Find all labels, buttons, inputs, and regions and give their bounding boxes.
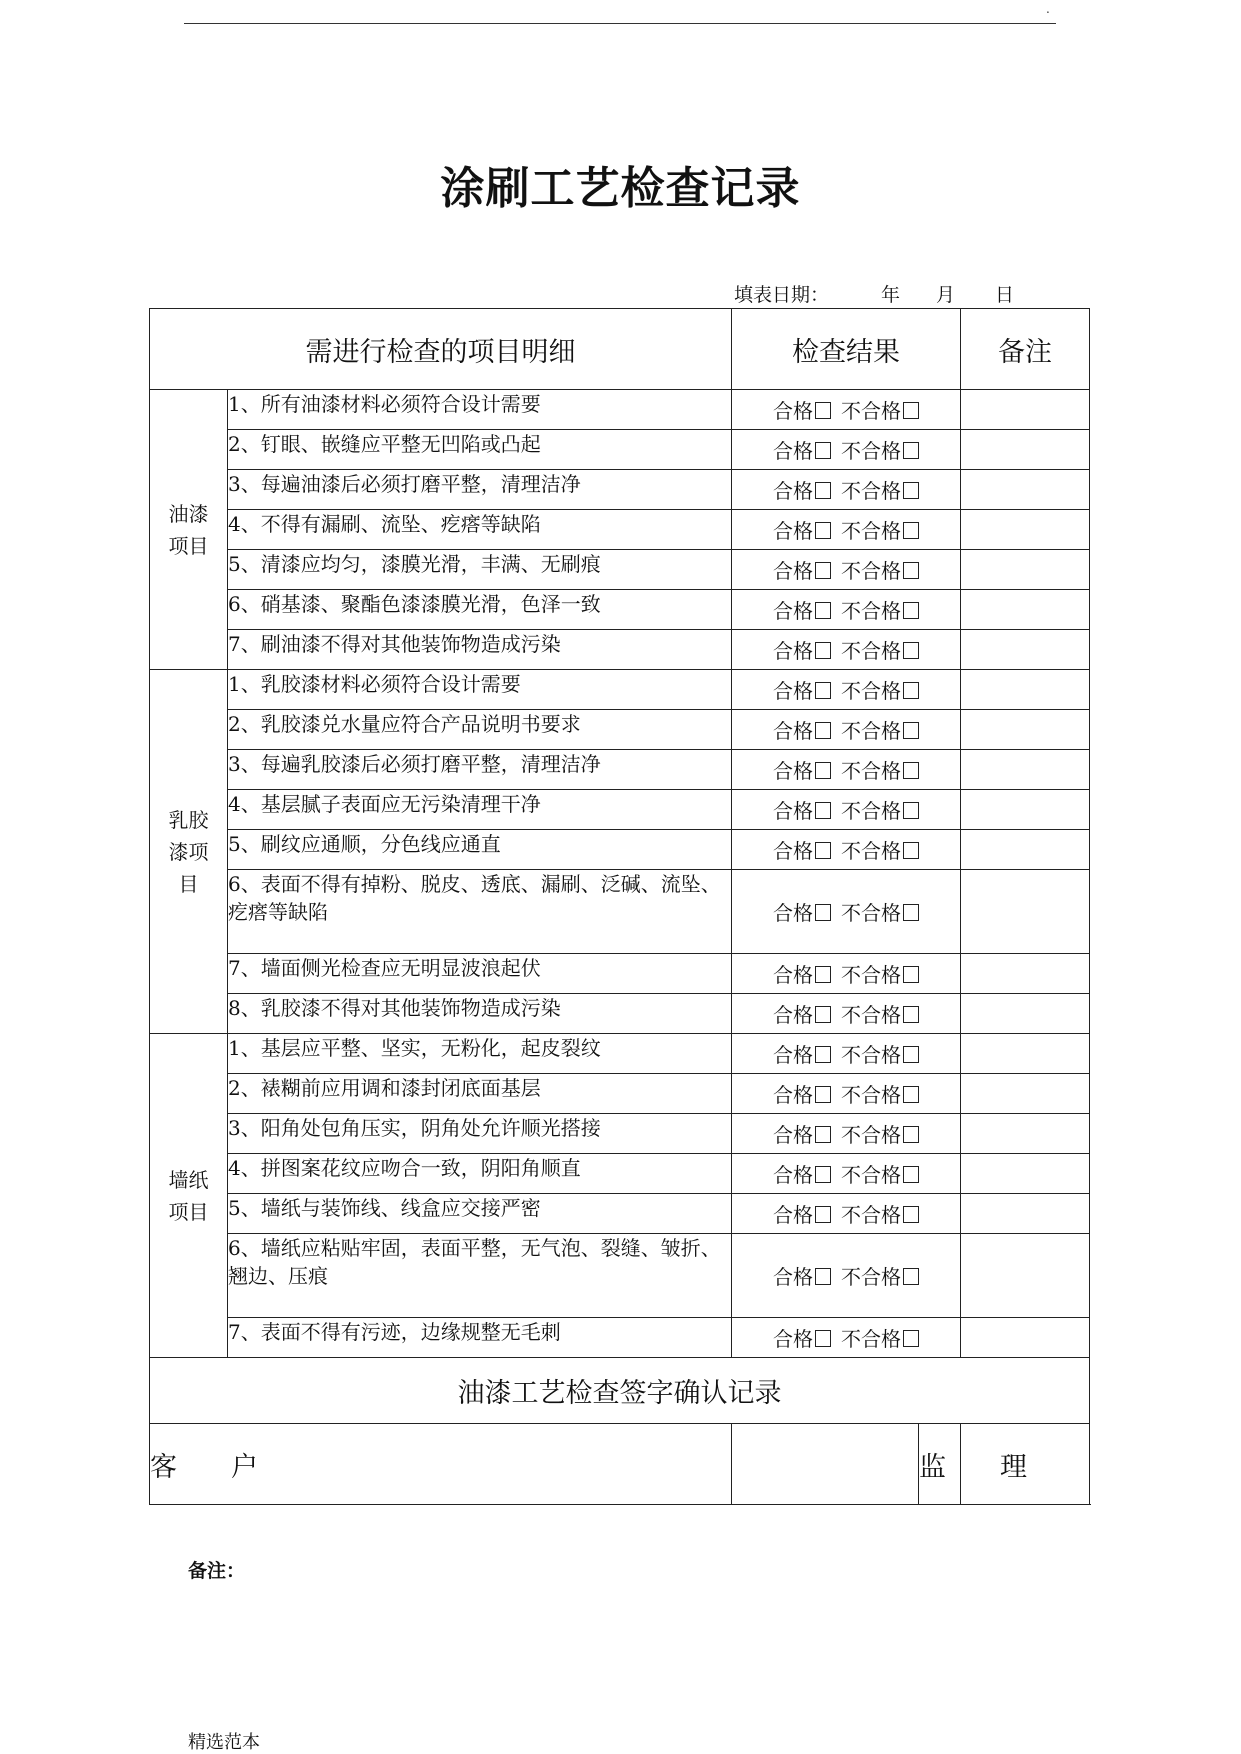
item-text: 6、墙纸应粘贴牢固，表面平整，无气泡、裂缝、皱折、翘边、压痕	[228, 1234, 732, 1318]
pass-label: 合格	[773, 1163, 813, 1187]
signature-title: 油漆工艺检查签字确认记录	[150, 1358, 1090, 1424]
fail-checkbox[interactable]	[903, 1046, 919, 1063]
fail-label: 不合格	[841, 759, 901, 783]
customer-signature-field[interactable]	[732, 1424, 919, 1505]
result-cell	[732, 1074, 961, 1114]
fail-label: 不合格	[841, 1203, 901, 1227]
item-text: 2、乳胶漆兑水量应符合产品说明书要求	[228, 710, 732, 750]
item-text: 1、乳胶漆材料必须符合设计需要	[228, 670, 732, 710]
result-cell	[732, 1318, 961, 1358]
fail-label: 不合格	[841, 901, 901, 925]
inspection-rows	[150, 390, 1090, 1358]
note-cell[interactable]	[961, 1114, 1090, 1154]
result-cell	[732, 830, 961, 870]
note-cell[interactable]	[961, 870, 1090, 954]
note-cell[interactable]	[961, 790, 1090, 830]
pass-label: 合格	[773, 599, 813, 623]
result-cell	[732, 790, 961, 830]
fail-label: 不合格	[841, 1265, 901, 1289]
result-cell	[732, 390, 961, 430]
fail-checkbox[interactable]	[903, 802, 919, 819]
pass-checkbox[interactable]	[815, 522, 831, 539]
header-rule	[184, 23, 1056, 24]
fail-label: 不合格	[841, 839, 901, 863]
table-row	[150, 510, 1090, 550]
fail-label: 不合格	[841, 1123, 901, 1147]
supervisor-label: 监 理	[919, 1424, 961, 1505]
fail-checkbox[interactable]	[903, 602, 919, 619]
fail-label: 不合格	[841, 599, 901, 623]
category-cell: 油漆 项目	[150, 390, 228, 670]
item-text: 4、基层腻子表面应无污染清理干净	[228, 790, 732, 830]
fail-checkbox[interactable]	[903, 1086, 919, 1103]
pass-label: 合格	[773, 1203, 813, 1227]
pass-label: 合格	[773, 719, 813, 743]
result-cell	[732, 1154, 961, 1194]
table-row	[150, 390, 1090, 430]
item-text: 3、每遍乳胶漆后必须打磨平整，清理洁净	[228, 750, 732, 790]
table-row	[150, 1318, 1090, 1358]
table-row	[150, 994, 1090, 1034]
result-cell	[732, 430, 961, 470]
item-text: 2、裱糊前应用调和漆封闭底面基层	[228, 1074, 732, 1114]
table-row	[150, 750, 1090, 790]
table-row	[150, 1194, 1090, 1234]
table-row	[150, 1114, 1090, 1154]
table-row	[150, 710, 1090, 750]
pass-label: 合格	[773, 399, 813, 423]
pass-checkbox[interactable]	[815, 762, 831, 779]
pass-label: 合格	[773, 479, 813, 503]
date-line	[734, 280, 1014, 307]
fail-checkbox[interactable]	[903, 966, 919, 983]
fail-checkbox[interactable]	[903, 1126, 919, 1143]
pass-label: 合格	[773, 1265, 813, 1289]
fail-checkbox[interactable]	[903, 482, 919, 499]
pass-label: 合格	[773, 901, 813, 925]
fail-checkbox[interactable]	[903, 762, 919, 779]
fail-checkbox[interactable]	[903, 682, 919, 699]
fail-label: 不合格	[841, 719, 901, 743]
item-text: 7、墙面侧光检查应无明显波浪起伏	[228, 954, 732, 994]
customer-label: 客 户	[150, 1424, 732, 1505]
pass-label: 合格	[773, 1043, 813, 1067]
result-cell	[732, 994, 961, 1034]
note-cell[interactable]	[961, 630, 1090, 670]
item-text: 6、硝基漆、聚酯色漆漆膜光滑，色泽一致	[228, 590, 732, 630]
note-cell[interactable]	[961, 510, 1090, 550]
note-cell[interactable]	[961, 390, 1090, 430]
fail-checkbox[interactable]	[903, 904, 919, 921]
header-items: 需进行检查的项目明细	[150, 309, 732, 390]
item-text: 1、所有油漆材料必须符合设计需要	[228, 390, 732, 430]
fail-checkbox[interactable]	[903, 562, 919, 579]
table-row	[150, 870, 1090, 954]
pass-label: 合格	[773, 1083, 813, 1107]
item-text: 7、刷油漆不得对其他装饰物造成污染	[228, 630, 732, 670]
fail-checkbox[interactable]	[903, 1330, 919, 1347]
pass-label: 合格	[773, 963, 813, 987]
pass-checkbox[interactable]	[815, 682, 831, 699]
item-text: 8、乳胶漆不得对其他装饰物造成污染	[228, 994, 732, 1034]
table-row	[150, 550, 1090, 590]
page-title: 涂刷工艺检查记录	[440, 163, 801, 214]
fail-label: 不合格	[841, 479, 901, 503]
fail-checkbox[interactable]	[903, 442, 919, 459]
category-cell: 乳胶 漆项 目	[150, 670, 228, 1034]
fail-label: 不合格	[841, 1003, 901, 1027]
pass-label: 合格	[773, 799, 813, 823]
pass-checkbox[interactable]	[815, 802, 831, 819]
result-cell	[732, 1194, 961, 1234]
header-dot: .	[1046, 2, 1050, 16]
pass-checkbox[interactable]	[815, 1006, 831, 1023]
header-result: 检查结果	[732, 309, 961, 390]
result-cell	[732, 470, 961, 510]
table-row	[150, 670, 1090, 710]
pass-checkbox[interactable]	[815, 966, 831, 983]
pass-label: 合格	[773, 839, 813, 863]
pass-checkbox[interactable]	[815, 1126, 831, 1143]
pass-checkbox[interactable]	[815, 1206, 831, 1223]
fail-checkbox[interactable]	[903, 642, 919, 659]
table-row	[150, 830, 1090, 870]
fail-checkbox[interactable]	[903, 402, 919, 419]
pass-checkbox[interactable]	[815, 842, 831, 859]
note-cell[interactable]	[961, 830, 1090, 870]
pass-checkbox[interactable]	[815, 1166, 831, 1183]
table-row	[150, 1074, 1090, 1114]
note-cell[interactable]	[961, 1034, 1090, 1074]
pass-label: 合格	[773, 1123, 813, 1147]
pass-label: 合格	[773, 1327, 813, 1351]
fail-label: 不合格	[841, 1043, 901, 1067]
item-text: 5、墙纸与装饰线、线盒应交接严密	[228, 1194, 732, 1234]
fail-label: 不合格	[841, 1083, 901, 1107]
result-cell	[732, 630, 961, 670]
fail-label: 不合格	[841, 639, 901, 663]
note-cell[interactable]	[961, 1154, 1090, 1194]
note-cell[interactable]	[961, 590, 1090, 630]
table-row	[150, 1154, 1090, 1194]
note-cell[interactable]	[961, 750, 1090, 790]
fail-checkbox[interactable]	[903, 1206, 919, 1223]
result-cell	[732, 1034, 961, 1074]
note-cell[interactable]	[961, 710, 1090, 750]
item-text: 3、阳角处包角压实，阴角处允许顺光搭接	[228, 1114, 732, 1154]
footer-text: 精选范本	[188, 1732, 260, 1753]
pass-label: 合格	[773, 639, 813, 663]
date-day: 日	[995, 284, 1015, 306]
fail-label: 不合格	[841, 519, 901, 543]
fail-checkbox[interactable]	[903, 522, 919, 539]
pass-label: 合格	[773, 1003, 813, 1027]
pass-checkbox[interactable]	[815, 482, 831, 499]
pass-label: 合格	[773, 439, 813, 463]
fail-label: 不合格	[841, 679, 901, 703]
result-cell	[732, 1234, 961, 1318]
table-row	[150, 590, 1090, 630]
fail-checkbox[interactable]	[903, 1268, 919, 1285]
date-label: 填表日期：	[734, 284, 830, 306]
pass-label: 合格	[773, 759, 813, 783]
result-cell	[732, 954, 961, 994]
item-text: 6、表面不得有掉粉、脱皮、透底、漏刷、泛碱、流坠、疙瘩等缺陷	[228, 870, 732, 954]
note-cell[interactable]	[961, 994, 1090, 1034]
note-cell[interactable]	[961, 670, 1090, 710]
result-cell	[732, 1114, 961, 1154]
date-year: 年	[881, 284, 901, 306]
fail-label: 不合格	[841, 963, 901, 987]
result-cell	[732, 710, 961, 750]
table-row	[150, 954, 1090, 994]
pass-checkbox[interactable]	[815, 442, 831, 459]
note-cell[interactable]	[961, 550, 1090, 590]
pass-checkbox[interactable]	[815, 642, 831, 659]
result-cell	[732, 590, 961, 630]
note-cell[interactable]	[961, 470, 1090, 510]
table-row	[150, 1234, 1090, 1318]
item-text: 3、每遍油漆后必须打磨平整，清理洁净	[228, 470, 732, 510]
table-row	[150, 630, 1090, 670]
fail-label: 不合格	[841, 439, 901, 463]
fail-checkbox[interactable]	[903, 722, 919, 739]
result-cell	[732, 510, 961, 550]
item-text: 4、不得有漏刷、流坠、疙瘩等缺陷	[228, 510, 732, 550]
pass-checkbox[interactable]	[815, 562, 831, 579]
pass-label: 合格	[773, 559, 813, 583]
note-cell[interactable]	[961, 954, 1090, 994]
note-label: 备注：	[188, 1560, 246, 1582]
note-cell[interactable]	[961, 1234, 1090, 1318]
pass-label: 合格	[773, 679, 813, 703]
item-text: 5、清漆应均匀，漆膜光滑，丰满、无刷痕	[228, 550, 732, 590]
item-text: 1、基层应平整、坚实，无粉化，起皮裂纹	[228, 1034, 732, 1074]
date-month: 月	[936, 284, 956, 306]
table-row	[150, 1034, 1090, 1074]
pass-checkbox[interactable]	[815, 1046, 831, 1063]
fail-checkbox[interactable]	[903, 842, 919, 859]
fail-checkbox[interactable]	[903, 1166, 919, 1183]
inspection-table	[149, 308, 1090, 1505]
fail-checkbox[interactable]	[903, 1006, 919, 1023]
fail-label: 不合格	[841, 559, 901, 583]
pass-checkbox[interactable]	[815, 602, 831, 619]
item-text: 5、刷纹应通顺，分色线应通直	[228, 830, 732, 870]
item-text: 2、钉眼、嵌缝应平整无凹陷或凸起	[228, 430, 732, 470]
table-row	[150, 790, 1090, 830]
pass-checkbox[interactable]	[815, 1330, 831, 1347]
table-row	[150, 430, 1090, 470]
result-cell	[732, 670, 961, 710]
table-row	[150, 470, 1090, 510]
pass-checkbox[interactable]	[815, 1086, 831, 1103]
result-cell	[732, 550, 961, 590]
pass-label: 合格	[773, 519, 813, 543]
category-cell: 墙纸 项目	[150, 1034, 228, 1358]
pass-checkbox[interactable]	[815, 402, 831, 419]
fail-label: 不合格	[841, 1163, 901, 1187]
pass-checkbox[interactable]	[815, 722, 831, 739]
item-text: 4、拼图案花纹应吻合一致，阴阳角顺直	[228, 1154, 732, 1194]
fail-label: 不合格	[841, 1327, 901, 1351]
pass-checkbox[interactable]	[815, 904, 831, 921]
note-cell[interactable]	[961, 1318, 1090, 1358]
note-cell[interactable]	[961, 1194, 1090, 1234]
pass-checkbox[interactable]	[815, 1268, 831, 1285]
header-note: 备注	[961, 309, 1090, 390]
fail-label: 不合格	[841, 799, 901, 823]
note-cell[interactable]	[961, 430, 1090, 470]
result-cell	[732, 870, 961, 954]
fail-label: 不合格	[841, 399, 901, 423]
item-text: 7、表面不得有污迹，边缘规整无毛刺	[228, 1318, 732, 1358]
result-cell	[732, 750, 961, 790]
note-cell[interactable]	[961, 1074, 1090, 1114]
